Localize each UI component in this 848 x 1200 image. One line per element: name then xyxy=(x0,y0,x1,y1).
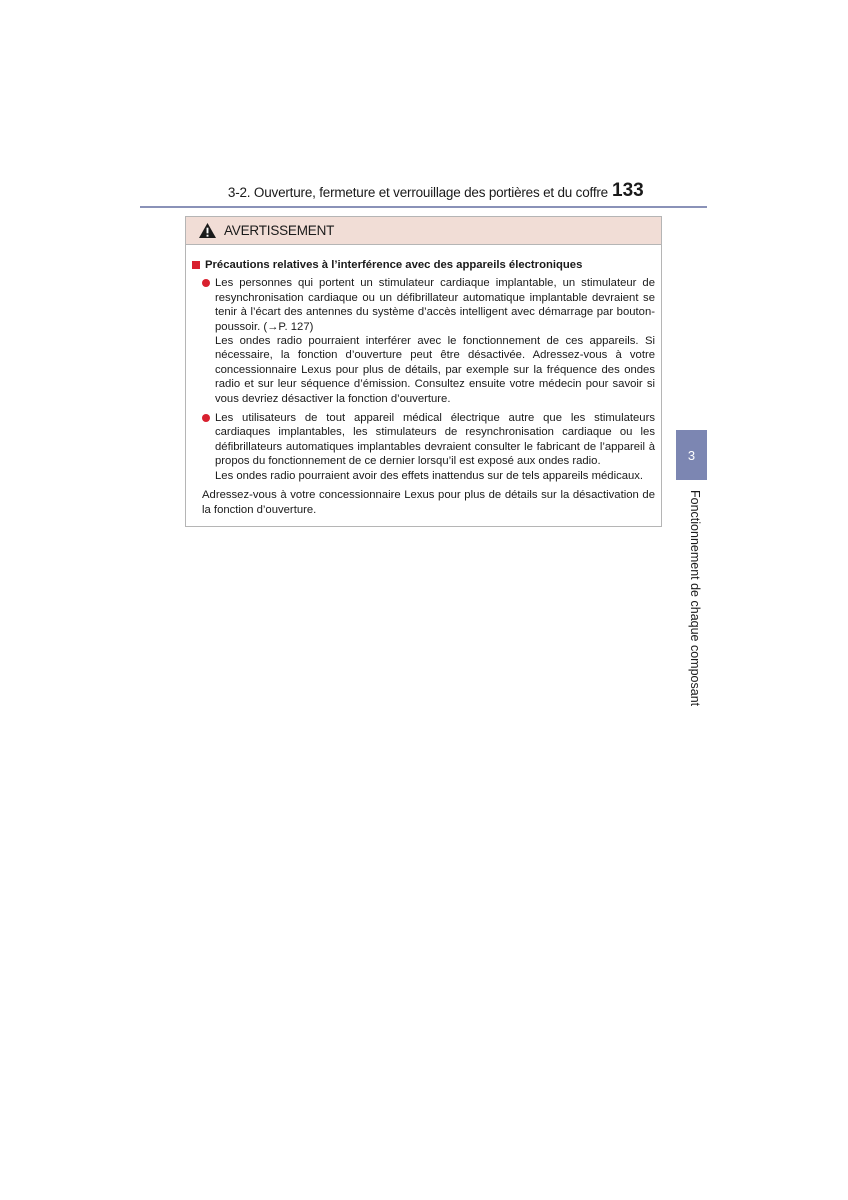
warning-title: AVERTISSEMENT xyxy=(224,223,335,238)
square-bullet-icon xyxy=(192,261,200,269)
warning-triangle-icon xyxy=(198,222,217,239)
warning-header xyxy=(186,217,661,245)
paragraph: Les ondes radio pourraient interférer avec le fonctionnement de ces appareils. Si nécessaire, la fonction d’ouverture peut être désactivée. Adressez-vous à votre concessionnaire Lexus pour plus de détails, par exemple sur la fréquence des ondes radio et sur leur séquence d’émission. Consultez ensuite votre médecin pour savoir si vous devriez désactiver la fonction d’ouverture. xyxy=(215,335,655,405)
closing-paragraph: Adressez-vous à votre concessionnaire Lexus pour plus de détails sur la désactivation de la fonction d’ouverture. xyxy=(202,489,655,516)
round-bullet-icon xyxy=(202,414,210,422)
section-heading xyxy=(192,258,655,272)
warning-body xyxy=(186,245,661,517)
running-header-title: 3-2. Ouverture, fermeture et verrouillage des portières et du coffre xyxy=(227,185,608,200)
section-heading-text: Précautions relatives à l’interférence avec des appareils électroniques xyxy=(205,259,583,271)
paragraph: Les personnes qui portent un stimulateur cardiaque implantable, un stimulateur de resynchronisation cardiaque ou un défibrillateur automatique implantable devraient se tenir à l’écart des antennes du système d’accès intelligent avec démarrage par bouton-poussoir. (→P. 127) xyxy=(215,277,655,333)
header-rule xyxy=(140,206,707,208)
round-bullet-icon xyxy=(202,279,210,287)
list-item xyxy=(202,411,655,483)
chapter-label: Fonctionnement de chaque composant xyxy=(688,490,702,707)
paragraph: Les ondes radio pourraient avoir des effets inattendus sur de tels appareils médicaux. xyxy=(215,469,644,482)
page-number: 133 xyxy=(612,180,644,201)
paragraph: Les utilisateurs de tout appareil médical électrique autre que les stimulateurs cardiaques implantables, les stimulateurs de resynchronisation cardiaque ou les défibrillateurs automatiques implantables devraient consulter le fabricant de l’appareil à propos du fonctionnement de ce dernier lorsqu’il est exposé aux ondes radio. xyxy=(215,412,655,468)
list-item-text xyxy=(215,276,655,406)
warning-box xyxy=(185,216,662,527)
list-item-text xyxy=(215,411,655,483)
chapter-tab: 3 xyxy=(676,430,707,480)
list-item xyxy=(202,276,655,406)
